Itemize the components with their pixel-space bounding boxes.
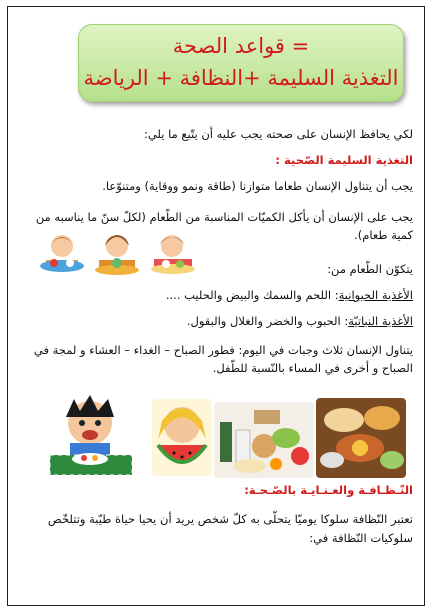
plant-foods-line <box>18 311 413 331</box>
section2-p1-line1: تعتبر النّظافة سلوكا يوميّا يتحلّى به كلّ شخص يريد أن يحيا حياة طيّبة وتتلخّص <box>47 512 413 526</box>
section1-heading: التغذية السليمة الصّحية : <box>275 153 413 167</box>
girl-watermelon-photo <box>152 399 212 476</box>
section1-p4-line2: الصباح و أخرى في المساء بالنّسبة للطّفل. <box>212 361 413 375</box>
section2-p1-line2: سلوكيات النّظافة في: <box>309 531 413 545</box>
section1-p1: يجب أن يتناول الإنسان طعاما متوازنا (طاقة ونمو ووقاية) ومتنوّعا. <box>102 179 413 193</box>
boy-eating-illustration <box>40 393 140 478</box>
animal-foods-line <box>18 285 413 305</box>
meal-table-photo <box>316 398 406 478</box>
animal-foods-label: الأغذية الحيوانية <box>338 288 413 302</box>
section1-p2-line2: كمية طعام). <box>354 228 413 242</box>
animal-foods-text: : اللحم والسمك والبيض والحليب .... <box>165 288 339 302</box>
section1-p4-line1: يتناول الإنسان ثلاث وجبات في اليوم: فطور الصباح – الغداء – العشاء و لمجة في <box>33 343 413 357</box>
title-banner <box>78 24 404 102</box>
title-line-1: قواعد الصحة = <box>172 34 310 58</box>
plant-foods-label: الأغذية النباتيّة <box>348 314 413 328</box>
section1-p3: يتكوّن الطّعام من: <box>327 262 413 276</box>
title-line-2: التغذية السليمة +النظافة + الرياضة <box>83 66 399 90</box>
section1-p2-line1: يجب على الإنسان أن يأكل الكميّات المناسبة من الطّعام (لكلّ سنّ ما يناسبه من <box>35 210 413 224</box>
assorted-foods-photo <box>214 402 314 478</box>
plant-foods-text: : الحبوب والخضر والغلال والبقول. <box>186 314 349 328</box>
section2-heading: النّـظـافـة والعـنـايـة بالصّـحـة: <box>244 483 413 497</box>
intro-text: لكي يحافظ الإنسان على صحته يجب عليه أن يتّبع ما يلي: <box>143 127 413 141</box>
